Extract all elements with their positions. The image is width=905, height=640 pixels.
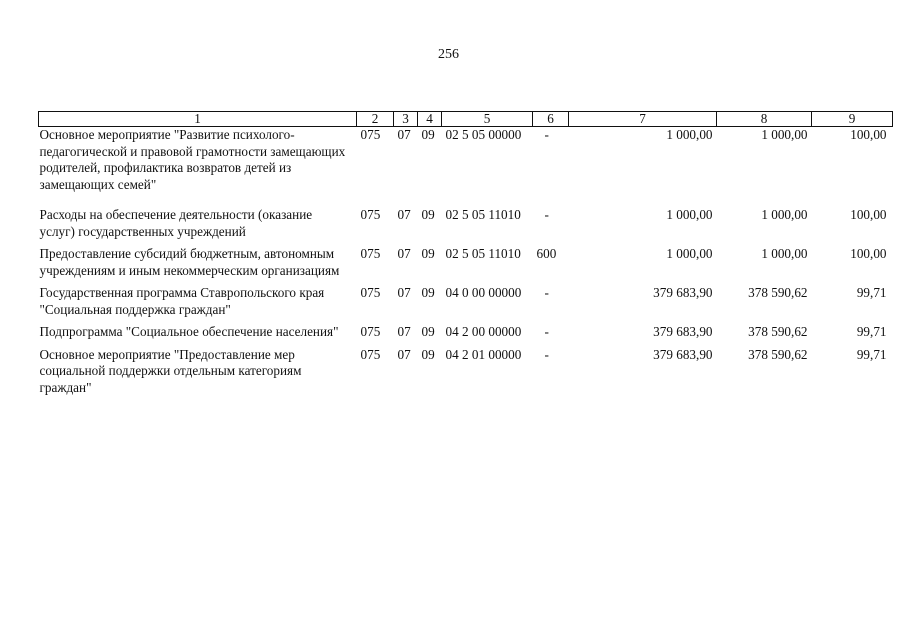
row-actual: 1 000,00 [761,127,808,142]
table-row [39,347,893,397]
row-code-ministry: 075 [360,127,381,142]
row-percent: 99,71 [856,285,887,300]
row-code-section: 07 [397,324,411,339]
table-row [39,324,893,347]
column-header-8: 8 [717,112,812,127]
table-row [39,285,893,324]
row-code-ministry: 075 [360,246,381,261]
row-code-target: 02 5 05 00000 [445,127,522,142]
row-code-expense-type: - [544,207,549,222]
row-percent: 99,71 [856,324,887,339]
row-name: Расходы на обеспечение деятельности (оказание услуг) государственных учреждений [39,207,313,239]
row-percent: 100,00 [850,246,887,261]
table-row [39,246,893,285]
row-code-target: 04 2 00 00000 [445,324,522,339]
row-code-expense-type: 600 [536,246,557,261]
row-code-expense-type: - [544,324,549,339]
column-header-4: 4 [418,112,442,127]
table-header [39,112,893,127]
row-code-ministry: 075 [360,324,381,339]
row-percent: 99,71 [856,346,887,362]
row-name: Подпрограмма "Социальное обеспечение населения" [39,324,339,339]
row-code-section: 07 [397,207,411,222]
row-code-expense-type: - [544,285,549,300]
row-code-ministry: 075 [360,346,381,362]
column-header-2: 2 [357,112,394,127]
row-planned: 1 000,00 [666,207,713,222]
row-code-ministry: 075 [360,285,381,300]
row-planned: 1 000,00 [666,246,713,261]
row-percent: 100,00 [850,207,887,222]
row-code-subsection: 09 [421,324,435,339]
row-code-subsection: 09 [421,246,435,261]
row-planned: 379 683,90 [653,324,713,339]
row-actual: 378 590,62 [748,285,808,300]
row-code-ministry: 075 [360,207,381,222]
row-name: Предоставление субсидий бюджетным, автономным учреждениям и иным некоммерческим организациям [39,246,340,278]
row-percent: 100,00 [850,127,887,142]
page-number: 256 [438,47,459,62]
row-actual: 378 590,62 [748,324,808,339]
row-code-section: 07 [397,127,411,142]
row-actual: 378 590,62 [748,346,808,362]
row-planned: 1 000,00 [666,127,713,142]
row-code-expense-type: - [544,127,549,142]
column-header-6: 6 [533,112,569,127]
row-planned: 379 683,90 [653,346,713,362]
column-header-7: 7 [569,112,717,127]
row-name: Основное мероприятие "Развитие психолого-педагогической и правовой грамотности замещающих родителей, профилактика возвратов детей из замещающих семей" [39,127,346,192]
column-header-9: 9 [812,112,893,127]
table-row [39,127,893,208]
column-header-5: 5 [442,112,533,127]
table-row [39,207,893,246]
header-row [39,112,893,127]
row-actual: 1 000,00 [761,207,808,222]
table-body [39,127,893,397]
row-code-subsection: 09 [421,207,435,222]
row-code-target: 04 0 00 00000 [445,285,522,300]
row-planned: 379 683,90 [653,285,713,300]
row-code-target: 02 5 05 11010 [445,246,521,261]
row-code-section: 07 [397,346,411,362]
row-code-subsection: 09 [421,346,435,362]
column-header-1: 1 [39,112,357,127]
row-name: Основное мероприятие "Предоставление мер социальной поддержки отдельным категориям граждан" [39,346,302,395]
row-code-section: 07 [397,285,411,300]
row-code-expense-type: - [544,346,549,362]
row-code-subsection: 09 [421,127,435,142]
budget-table [38,111,893,396]
row-code-target: 02 5 05 11010 [445,207,521,222]
row-name: Государственная программа Ставропольского края "Социальная поддержка граждан" [39,285,325,317]
row-code-subsection: 09 [421,285,435,300]
column-header-3: 3 [394,112,418,127]
row-code-target: 04 2 01 00000 [445,346,522,362]
row-actual: 1 000,00 [761,246,808,261]
row-code-section: 07 [397,246,411,261]
